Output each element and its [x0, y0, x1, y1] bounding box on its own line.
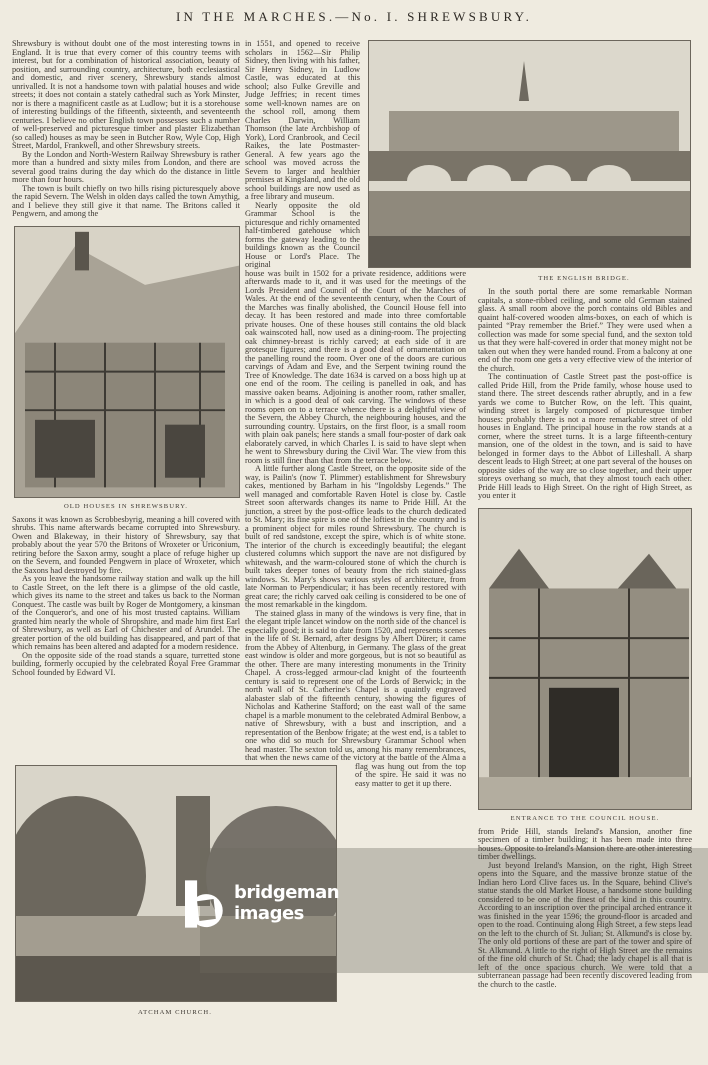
caption-english-bridge: THE ENGLISH BRIDGE.	[538, 275, 630, 282]
paragraph: The town is built chiefly on two hills rising picturesquely above the rapid Severn. The Welsh in olden days called the town Amythig, and I believe they still give it that name. The Britons called it Pengwern, and among the	[12, 183, 240, 218]
atcham-image-spacer	[245, 765, 355, 1065]
illustration-council-house	[478, 508, 692, 810]
paragraph: Just beyond Ireland's Mansion, on the right, High Street opens into the Square, and the massive bronze statue of the Indian hero Lord Clive faces us. In the Square, behind Clive's statue stands the old Market House, a handsome stone building considered to be one of the finest of the kind in this country. According to an inscription over the principal arched entrance it was finished in the year 1596; the ground-floor is arcaded and open to the road. Continuing along High Street, a few steps lead on the left to the church of St. Julian; St. Alkmund's is close by. The only old portions of these are part of the tower and spire of St. Alkmund. A little to the right of High Street are the remains of the fine old church of St. Chad; the lady chapel is all that is left of the once spacious church. We were told that a subterranean passage had been recently discovered leading from the church to the castle.	[478, 860, 692, 989]
paragraph: Saxons it was known as Scrobbesbyrig, meaning a hill covered with shrubs. This name afterwards became corrupted into Shrewsbury. Owen and Blakeway, in their history of Shrewsbury, say that probably about the year 570 the Britons of Wroxeter or Uriconium, retiring before the Saxon army, sought a place of refuge higher up on the Severn, and founded Pengwern in place of Wroxeter, which the Saxons had destroyed by fire.	[12, 514, 240, 575]
paragraph: A little further along Castle Street, on the opposite side of the way, is Pailin's (now T. Plimmer) establishment for Shrewsbury cakes, mentioned by Barham in his “Ingoldsby Legends.” The well managed and comfortable Raven Hotel is close by. Castle Street soon afterwards changes its name to Pride Hill. At the junction, a street by the post-office leads to the church dedicated to St. Mary; its fine spire is one of the loftiest in the country and is a prominent object for miles round Shrewsbury. The church is built of red sandstone, except the spire, which is of white stone. The interior of the church is exceedingly beautiful; the elegant clustered columns which support the nave are not disfigured by whitewash, and the warm-coloured stone of which the church is built takes deeper tones of beauty from the rich stained-glass windows. St. Mary's shows various styles of architecture, from late Norman to Perpendicular; it has been recently restored with great care; the richly carved oak ceiling is considered to be one of the most remarkable in the kingdom.	[245, 464, 466, 609]
paragraph-continuation: the fourteenth century is said to represent one of the Lords of Berwick; in the north wall of St. Catherine's Chapel is a quaintly engraved alabaster slab of the fifteenth century, showing the figures of Nicholas and Katherine Stafford; on the east wall of the same chapel is a marble monument to the celebrated Admiral Benbow, a native of Shrewsbury, with a bust and inscription, and a representation of the Benbow frigate; at the west end, is a tablet to one who did so much for Shrewsbury Grammar School when head master. The sexton told us, among his many remembrances, that when the news came of the victory at the battle of the Alma a flag was hung out from the top of the spire. He said it was no easy matter to get it up there.	[245, 668, 466, 788]
paragraph: In the south portal there are some remarkable Norman capitals, a stone-ribbed ceiling, and some old German stained glass. A small room above the porch contains old Bibles and quaint half-covered wooden alms-boxes, on each of which is painted “Pray remember the Brief.” They were used when a collection was made for some special fund, and the sexton told us that they were half-covered in order that money might not be taken out when they were handed round. From a balcony at one end of the room one gets a very effective view of the interior of the church.	[478, 287, 692, 373]
paragraph-part: The stained glass in many of the windows is very fine, that in the elegant triple lancet window on the north side of the chancel is especially good; it is said to date from 1520, and represents scenes in the life of St. Bernard, after designs by Albert Dürer; it came from the Abbey of Altenburg, in Germany. The glass of the great east window is older and more gorgeous, but is not so beautiful as the other. There are many interesting monuments in the Trinity Chapel. A cross-legged armour-clad knight of	[245, 608, 466, 677]
bridge-image-spacer	[360, 40, 466, 257]
paragraph: On the opposite side of the road stands a square, turretted stone building, formerly occupied by the celebrated Royal Free Grammar School founded by Edward VI.	[12, 650, 240, 677]
article-left	[12, 40, 240, 677]
page-headline: IN THE MARCHES.—No. I. SHREWSBURY.	[175, 9, 533, 24]
paragraph: As you leave the handsome railway station and walk up the hill to Castle Street, on the left there is a glimpse of the old castle, which gives its name to the street and takes us back to the Norman Conquest. The castle was built by Roger de Montgomery, a kinsman of the Conqueror's, and one of his most trusted captains. William granted him nearly the whole of Shropshire, and made him first Earl of Shrewsbury, as well as Earl of Chichester and of Arundel. The greater portion of the old building has disappeared, and part of that which remains has been altered and adapted for a modern residence.	[12, 574, 240, 651]
illustration-old-houses	[14, 226, 240, 498]
paragraph: Shrewsbury is without doubt one of the most interesting towns in England. It is true that every corner of this country teems with interest, but for a combination of historical association, beauty of position, and surrounding country, architecture, both ecclesiastical and domestic, and river scenery, Shrewsbury stands almost unrivalled. It is not a handsome town with palatial houses and wide streets; it does not contain a stately cathedral such as York Minster, nor is there a magnificent castle as at Ludlow; but it is a storehouse of interesting buildings of the fifteenth, sixteenth, and seventeenth centuries. I believe no other English town possesses such a number of well-preserved and picturesque timber and plaster Elizabethan (so called) houses as may be seen in Butcher Row, Wyle Cop, High Street, Mardol, Frankwell, and other Shrewsbury streets.	[12, 39, 240, 150]
bridgeman-logo-icon	[185, 880, 229, 928]
caption-old-houses: OLD HOUSES IN SHREWSBURY.	[63, 502, 189, 510]
paragraph	[245, 610, 466, 789]
watermark-line1: bridgeman	[234, 882, 340, 903]
paragraph: house was built in 1502 for a private residence, additions were afterwards made to it, and it was used for the meetings of the Lords President and Council of the Court of the Marches of Wales. At the end of the seventeenth century, when the Court of the Marches was finally abolished, the Council House fell into decay. It has been restored and made into three comfortable private houses. One of these houses still contains the old black oak wainscoted hall, now used as a dining-room. The projecting oak chimney-breast is richly carved; at each side of it are grotesque figures; and there is a good deal of ornamentation on the panelling round the room. Over one of the doors are curious carvings of Adam and Eve, and the Serpent twining round the Tree of Knowledge. The date 1634 is carved on a boss high up at one end of the room. The ceiling is panelled in oak, and has massive oaken beams. Adjoining is another room, rather smaller, in which is a good deal of oak carving. The windows of these rooms open on to a terrace whence there is a delightful view of the Severn, the Abbey Church, the neighbouring houses, and the surrounding country. Upstairs, on the first floor, is a small room with plain oak panels; here stands a small four-poster of dark oak elaborately carved, in which Charles I. is said to have slept when he went to Shrewsbury during the Civil War. The view from this room is still finer than that from the terrace below.	[245, 268, 466, 465]
paragraph: from Pride Hill, stands Ireland's Mansion, another fine specimen of a timber building; it has been made into three houses. Opposite to Ireland's Mansion there are other interesting timber dwellings.	[478, 826, 692, 861]
paragraph: in 1551, and opened to receive scholars in 1562—Sir Philip Sidney, then living with his father, Sir Henry Sidney, in Ludlow Castle, was educated at this school; also Fulke Greville and Judge Jeffries; in recent times some well-known names are on the school roll, among them Charles Darwin, William Thomson (the late Archbishop of York), Lord Cranbrook, and Cecil Raikes, the late Postmaster-General. A few years ago the school was moved across the Severn to larger and healthier premises at Kingsland, and the old school buildings are now used as a free library and museum.	[245, 39, 360, 201]
caption-atcham-church: ATCHAM CHURCH.	[137, 1009, 213, 1016]
article-middle	[245, 40, 466, 1065]
caption-council-house: ENTRANCE TO THE COUNCIL HOUSE.	[510, 814, 660, 822]
watermark-line2: images	[234, 903, 304, 924]
paragraph: By the London and North-Western Railway Shrewsbury is rather more than a hundred and sixty miles from London, and there are several good trains during the day which do the distance in little more than four hours.	[12, 149, 240, 184]
paragraph: Nearly opposite the old Grammar School is the picturesque and richly ornamented half-timbered gatehouse which forms the gateway leading to the buildings known as the Council House or Lord's Place. The original	[245, 200, 360, 269]
paragraph: The continuation of Castle Street past the post-office is called Pride Hill, from the Pride family, whose house used to stand there. The street descends rather abruptly, and in a few yards we come to Butcher Row, on the left. This quaint, winding street is largely composed of picturesque timber houses: probably there is not a more remarkable street of old houses in England. The principal house in the row stands at a corner, where the street turns. It is a large fifteenth-century mansion, one of the oldest in the town, and is said to have belonged in former days to the Abbot of Lilleshall. A sharp descent leads to High Street; at one part several of the houses on opposite sides of the way are so close together, and their upper storeys overhang so much, that they almost touch each other. Pride Hill leads to High Street. On the right of High Street, as you enter it	[478, 372, 692, 500]
article-right	[478, 288, 692, 989]
